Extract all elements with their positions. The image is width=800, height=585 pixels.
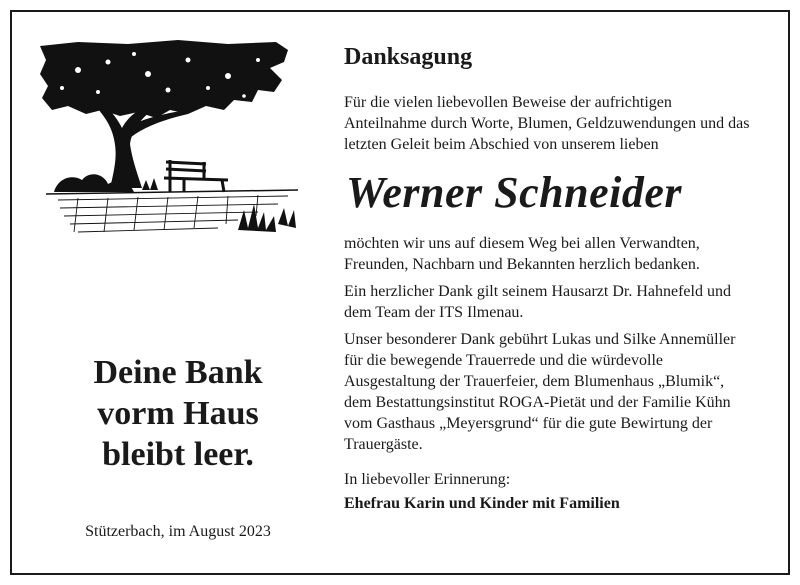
thanks-special-paragraph: Unser besonderer Dank gebührt Lukas und Silke Annemüller für die bewegende Trauerrede und die würdevolle Ausgestaltung der Trauerfeier, dem Blumenhaus „Blumik“, dem Bestattungsinstitut ROGA-Pietät und der Familie Kühn vom Gasthaus „Meyersgrund“ für die gute Bewirtung der Trauergäste. — [344, 331, 736, 453]
deceased-name: Werner Schneider — [346, 168, 682, 217]
quote-line: vorm Haus — [97, 395, 259, 432]
closing-signature: Ehefrau Karin und Kinder mit Familien — [344, 495, 620, 512]
page-title: Danksagung — [344, 44, 473, 70]
thanks-all-paragraph: möchten wir uns auf diesem Weg bei allen Verwandten, Freunden, Nachbarn und Bekannten herzlich bedanken. — [344, 235, 700, 273]
tree-and-bench-icon — [38, 40, 320, 236]
quote-line: Deine Bank — [93, 354, 263, 391]
intro-paragraph: Für die vielen liebevollen Beweise der aufrichtigen Anteilnahme durch Worte, Blumen, Geldzuwendungen und das letzten Geleit beim Abschied von unserem lieben — [344, 94, 750, 153]
thank-you-text — [344, 42, 754, 514]
memorial-quote — [40, 352, 316, 475]
thanks-doctor-paragraph: Ein herzlicher Dank gilt seinem Hausarzt Dr. Hahnefeld und dem Team der ITS Ilmenau. — [344, 283, 731, 321]
closing-intro: In liebevoller Erinnerung: — [344, 471, 511, 488]
place-and-date: Stützerbach, im August 2023 — [85, 523, 271, 540]
quote-line: bleibt leer. — [102, 436, 254, 473]
